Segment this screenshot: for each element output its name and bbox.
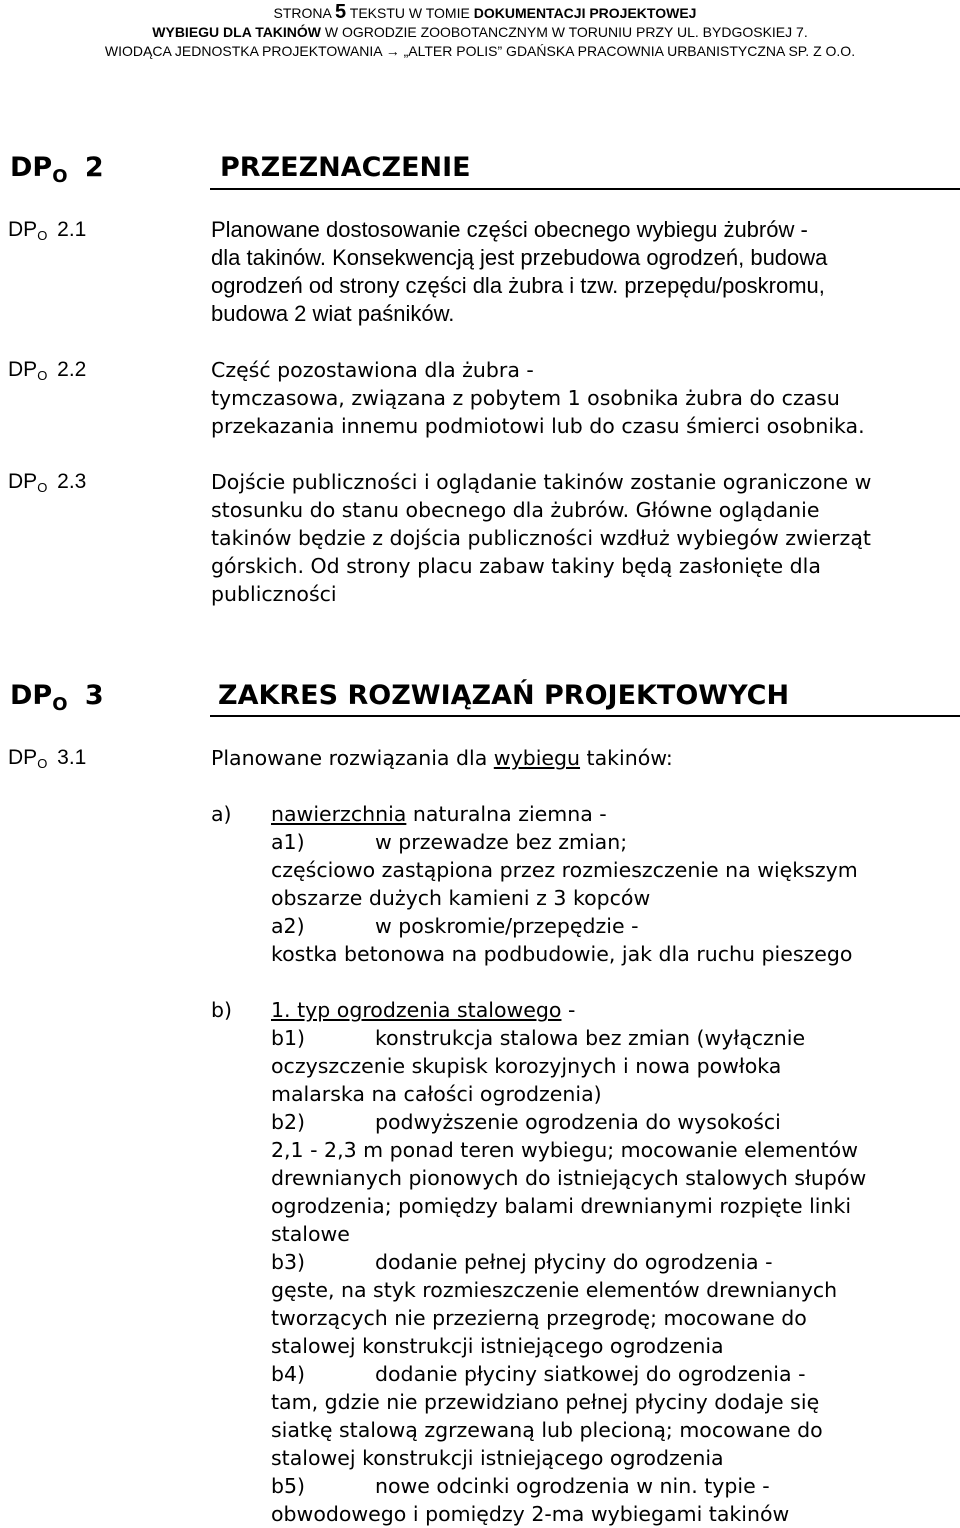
section-2-code	[10, 152, 104, 187]
item-2-2-label-subscript: O	[37, 368, 48, 383]
item-2-3-label-number: 2.3	[51, 470, 87, 493]
sub-item-text: podwyższenie ogrodzenia do wysokości	[375, 1110, 781, 1134]
header-volume-text: TEKSTU W TOMIE	[346, 5, 474, 21]
surface-heading: nawierzchnia	[271, 802, 407, 826]
section-3-rule	[210, 715, 960, 717]
sub-item-a1	[271, 828, 858, 856]
text-line: siatkę stalową zgrzewaną lub plecioną; mocowane do	[271, 1418, 823, 1442]
sub-item-b2	[271, 1108, 866, 1136]
item-2-2-label-prefix: DP	[8, 358, 38, 381]
item-2-1-label	[8, 218, 86, 243]
section-2-code-prefix: DP	[10, 152, 53, 183]
item-2-2-label	[8, 358, 86, 383]
item-3-1-label-subscript: O	[37, 756, 48, 771]
intro-underlined: wybiegu	[493, 746, 581, 770]
text-line: oczyszczenie skupisk korozyjnych i nowa powłoka	[271, 1054, 782, 1078]
text-line: tam, gdzie nie przewidziano pełnej płyciny dodaje się	[271, 1390, 820, 1414]
text-line: obszarze dużych kamieni z 3 kopców	[271, 886, 651, 910]
text-line: tworzących nie przezierną przegrodę; mocowane do	[271, 1306, 807, 1330]
sub-item-label: b5)	[271, 1474, 306, 1498]
item-2-3-label-prefix: DP	[8, 470, 38, 493]
item-2-1-label-subscript: O	[37, 228, 48, 243]
text-line: Dojście publiczności i oglądanie takinów zostanie ograniczone w	[211, 470, 872, 494]
section-2-code-number: 2	[75, 152, 104, 183]
text-line: dla takinów. Konsekwencją jest przebudowa ogrodzeń, budowa	[211, 245, 828, 270]
text-line: tymczasowa, związana z pobytem 1 osobnika żubra do czasu	[211, 386, 840, 410]
item-3-1-label	[8, 746, 86, 771]
section-3-title: ZAKRES ROZWIĄZAŃ PROJEKTOWYCH	[218, 680, 790, 711]
section-2-title: PRZEZNACZENIE	[220, 152, 471, 183]
header-line-2	[0, 23, 960, 42]
surface-heading-rest: naturalna ziemna -	[406, 802, 607, 826]
section-2-rule	[210, 188, 960, 190]
item-3-1-intro	[211, 744, 673, 772]
item-2-3-label-subscript: O	[37, 480, 48, 495]
text-line: stosunku do stanu obecnego dla żubrów. Główne oglądanie	[211, 498, 820, 522]
fence-type-heading: 1. typ ogrodzenia stalowego	[271, 998, 562, 1022]
sub-item-b5	[271, 1472, 866, 1500]
text-line: przekazania innemu podmiotowi lub do czasu śmierci osobnika.	[211, 414, 865, 438]
text-line: stalowej konstrukcji istniejącego ogrodzenia	[271, 1334, 724, 1358]
sub-item-label: a1)	[271, 830, 305, 854]
header-doc-title: DOKUMENTACJI PROJEKTOWEJ	[473, 5, 697, 21]
sub-item-b1	[271, 1024, 866, 1052]
sub-item-label: b4)	[271, 1362, 306, 1386]
sub-item-text: w poskromie/przepędzie -	[375, 914, 639, 938]
item-2-2-text	[211, 356, 865, 440]
header-line-3: WIODĄCA JEDNOSTKA PROJEKTOWANIA → „ALTER POLIS” GDAŃSKA PRACOWNIA URBANISTYCZNA SP. Z O.O.	[104, 43, 856, 59]
sub-item-a2	[271, 912, 858, 940]
fence-type-heading-rest: -	[561, 998, 576, 1022]
list-marker-a: a)	[211, 802, 232, 826]
text-line: Planowane dostosowanie części obecnego wybiegu żubrów -	[211, 217, 808, 242]
header-location: W OGRODZIE ZOOBOTANCZNYM W TORUNIU PRZY UL. BYDGOSKIEJ 7.	[321, 24, 808, 40]
text-line: Część pozostawiona dla żubra -	[211, 358, 534, 382]
header-line-1	[0, 3, 960, 23]
section-3-code-number: 3	[75, 680, 104, 711]
text-line: budowa 2 wiat paśników.	[211, 301, 455, 326]
document-header	[0, 3, 960, 61]
text-line: gęste, na styk rozmieszczenie elementów drewnianych	[271, 1278, 838, 1302]
text-line: częściowo zastąpiona przez rozmieszczenie na większym	[271, 858, 858, 882]
header-page-number: 5	[335, 1, 347, 23]
sub-item-label: b2)	[271, 1110, 306, 1134]
list-item-b	[271, 996, 866, 1528]
item-2-1-label-prefix: DP	[8, 218, 38, 241]
sub-item-label: b1)	[271, 1026, 306, 1050]
item-2-1-text	[211, 216, 827, 328]
sub-item-b4	[271, 1360, 866, 1388]
list-item-b-head	[271, 996, 866, 1024]
text-line: malarska na całości ogrodzenia)	[271, 1082, 602, 1106]
text-line: górskich. Od strony placu zabaw takiny będą zasłonięte dla	[211, 554, 821, 578]
sub-item-text: dodanie płyciny siatkowej do ogrodzenia -	[375, 1362, 806, 1386]
sub-item-text: w przewadze bez zmian;	[375, 830, 628, 854]
item-2-3-label	[8, 470, 86, 495]
item-2-1-label-number: 2.1	[51, 218, 87, 241]
item-3-1-label-number: 3.1	[51, 746, 87, 769]
intro-text: Planowane rozwiązania dla	[211, 746, 494, 770]
text-line: stalowej konstrukcji istniejącego ogrodzenia	[271, 1446, 724, 1470]
sub-item-text: dodanie pełnej płyciny do ogrodzenia -	[375, 1250, 773, 1274]
header-project-name: WYBIEGU DLA TAKINÓW	[152, 24, 322, 40]
text-line: ogrodzeń od strony części dla żubra i tzw. przepędu/poskromu,	[211, 273, 825, 298]
sub-item-label: b3)	[271, 1250, 306, 1274]
text-line: stalowe	[271, 1222, 350, 1246]
text-line: ogrodzenia; pomiędzy balami drewnianymi rozpięte linki	[271, 1194, 852, 1218]
item-3-1-label-prefix: DP	[8, 746, 38, 769]
section-3-code-prefix: DP	[10, 680, 53, 711]
list-item-a-head	[271, 800, 858, 828]
list-item-a	[271, 800, 858, 968]
sub-item-label: a2)	[271, 914, 305, 938]
header-page-prefix: STRONA	[273, 5, 336, 21]
text-line: 2,1 - 2,3 m ponad teren wybiegu; mocowanie elementów	[271, 1138, 858, 1162]
text-line: takinów będzie z dojścia publiczności wzdłuż wybiegów zwierząt	[211, 526, 871, 550]
text-line: kostka betonowa na podbudowie, jak dla ruchu pieszego	[271, 942, 853, 966]
text-line: obwodowego i pomiędzy 2-ma wybiegami takinów	[271, 1502, 790, 1526]
item-2-2-label-number: 2.2	[51, 358, 87, 381]
sub-item-text: nowe odcinki ogrodzenia w nin. typie -	[375, 1474, 770, 1498]
sub-item-text: konstrukcja stalowa bez zmian (wyłącznie	[375, 1026, 806, 1050]
intro-text-end: takinów:	[580, 746, 673, 770]
item-2-3-text	[211, 468, 871, 608]
text-line: publiczności	[211, 582, 337, 606]
section-2-code-subscript: O	[52, 166, 68, 187]
list-marker-b: b)	[211, 998, 233, 1022]
sub-item-b3	[271, 1248, 866, 1276]
section-3-code-subscript: O	[52, 694, 68, 715]
section-3-code	[10, 680, 104, 715]
text-line: drewnianych pionowych do istniejących stalowych słupów	[271, 1166, 867, 1190]
